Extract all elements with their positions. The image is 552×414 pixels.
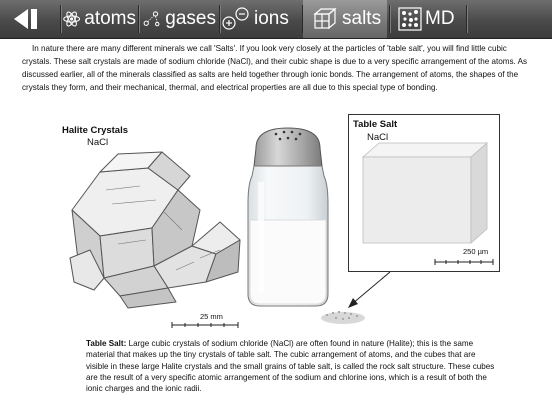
nav-tab-atoms[interactable]: [62, 0, 136, 38]
salt-cube-illustration: [359, 141, 491, 247]
nav-label-md: MD: [425, 8, 455, 29]
caption-lead: Table Salt:: [86, 339, 127, 348]
nav-tab-md[interactable]: [392, 0, 462, 38]
top-nav-bar: [0, 0, 552, 39]
table-salt-scale-label: 250 µm: [463, 247, 489, 256]
nav-tab-salts[interactable]: [303, 0, 387, 38]
ion-charges-icon: [221, 6, 251, 32]
halite-formula: NaCl: [87, 137, 109, 148]
caption-text: Large cubic crystals of sodium chloride (NaCl) are often found in nature (Halite); this is the same material that makes up the tiny crystals of table salt. The cubic arrangement of atoms, and the cubes that are visible in these large Halite crystals and the small grains of table salt, is called the rock salt structure. These cubes are the result of a very specific atomic arrangement of the sodium and chlorine ions, which is a result of both the ionic charges and the ionic radii.: [86, 339, 495, 394]
halite-scale-label: 25 mm: [200, 312, 223, 321]
gas-particles-icon: [142, 7, 162, 31]
nav-label-gases: gases: [165, 8, 216, 29]
nav-tab-gases[interactable]: [142, 0, 216, 38]
nav-label-ions: ions: [254, 8, 289, 29]
back-arrow-icon: [8, 6, 48, 32]
molecular-dynamics-icon: [398, 7, 422, 31]
halite-scale-bar: [170, 320, 240, 330]
nav-tab-ions[interactable]: [221, 0, 299, 38]
halite-crystals-illustration: [60, 150, 245, 310]
table-salt-title: Table Salt: [353, 119, 398, 130]
table-salt-formula: NaCl: [367, 132, 389, 143]
salt-cube-icon: [311, 6, 339, 32]
salt-shaker-illustration: [238, 124, 338, 310]
nav-label-atoms: atoms: [84, 8, 136, 29]
figure-caption: [86, 338, 498, 394]
atom-icon: [62, 8, 81, 30]
zoom-callout-arrow: [340, 270, 400, 310]
table-salt-inset: [348, 114, 500, 272]
halite-title: Halite Crystals: [62, 125, 129, 136]
back-button[interactable]: [8, 0, 56, 38]
intro-paragraph: In nature there are many different minerals we call 'Salts'. If you look very closely at the particles of 'table salt', you will find little cubic crystals. These salt crystals are made of sodium chloride (NaCl), and their cubic shape is due to a very specific arrangement of the atoms. As discussed earlier, all of the minerals classified as salts are held together through ionic bonds. The arrangement of atoms, the shapes of the crystals they form, and their mechanical, thermal, and electrical properties are all due to this special type of bonding.: [22, 44, 528, 92]
nav-label-salts: salts: [342, 8, 382, 29]
table-salt-scale-bar: [433, 257, 495, 267]
